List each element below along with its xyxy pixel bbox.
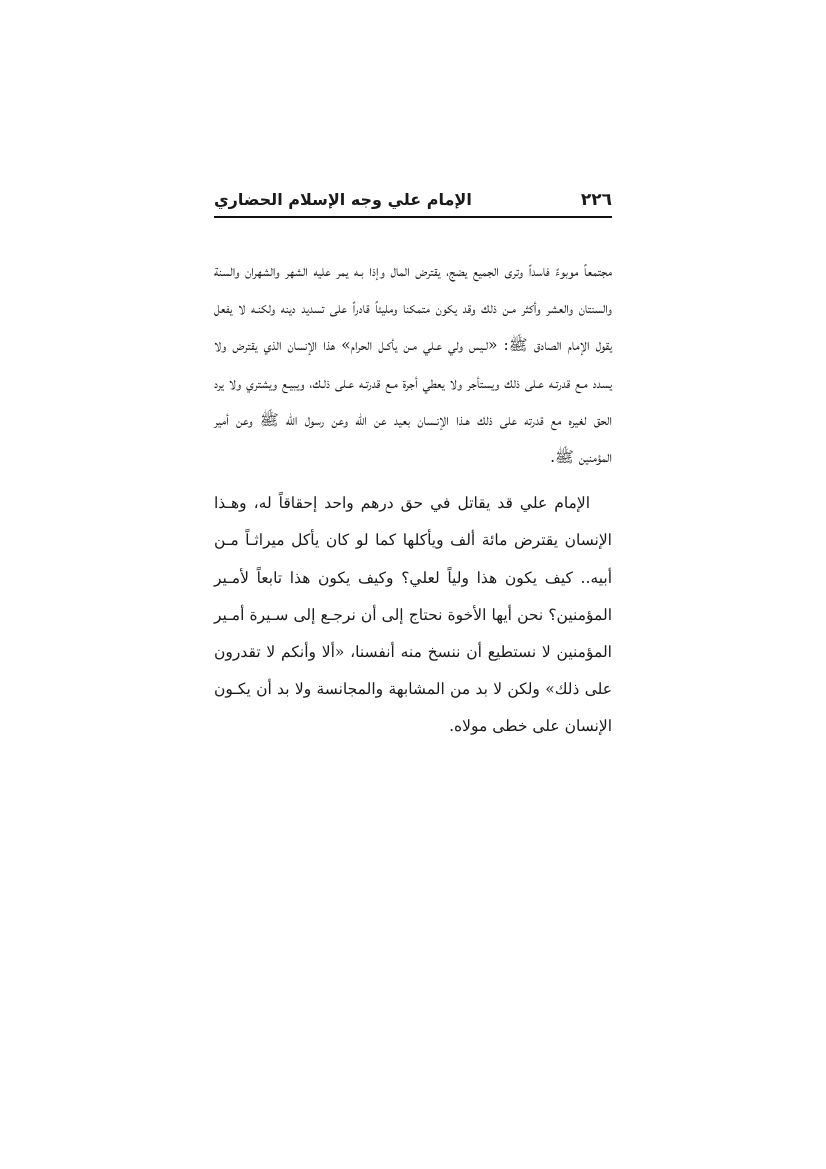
running-title: الإمام علي وجه الإسلام الحضاري <box>214 190 472 209</box>
header-divider <box>214 216 612 218</box>
body-text <box>214 253 612 746</box>
paragraph-1: مجتمعاً موبوءً فاسداً وترى الجميع يضج، يقترض المال وإذا بـه يمر عليه الشهر والشهران والسنة والسنتان والعشر وأكثر مـن ذلك وقد يكون متمكنا ومليئاً قادراً على تسديد دينه ولكنـه لا يفعل يقول الإمام الصادق ﷺ: «لـيس ولي عـلي مـن يأكـل الحرام» هذا الإنسان الذي يقترض ولا يسدد مـع قدرتـه عـلى ذلك ويستأجر ولا يعطي أجرة مـع قدرتـه عـلى ذلـك، ويبيـع ويشتري ولا يرد الحق لغيره مع قدرته على ذلك هـذا الإنـسان بعيد عن الله وعن رسول الله ﷺ وعن أمير المؤمنين ﷺ. <box>214 262 612 467</box>
page-number: ٢٢٦ <box>580 190 612 210</box>
paragraph-2: الإمام علي قد يقاتل في حق درهم واحد إحقاقاً له، وهـذا الإنسان يقترض مائة ألف ويأكلها كما لو كان يأكل ميراثـاً مـن أبيه.. كيف يكون هذا ولياً لعلي؟ وكيف يكون هذا تابعاً لأمـير المؤمنين؟ نحن أيها الأخوة نحتاج إلى أن نرجـع إلى سـيرة أمـير المؤمنين لا نستطيع أن ننسخ منه أنفسنا، «ألا وأنكم لا تقدرون على ذلك» ولكن لا بد من المشابهة والمجانسة ولا بد أن يكـون الإنسان على خطى مولاه. <box>214 494 612 736</box>
page-header <box>214 186 612 216</box>
